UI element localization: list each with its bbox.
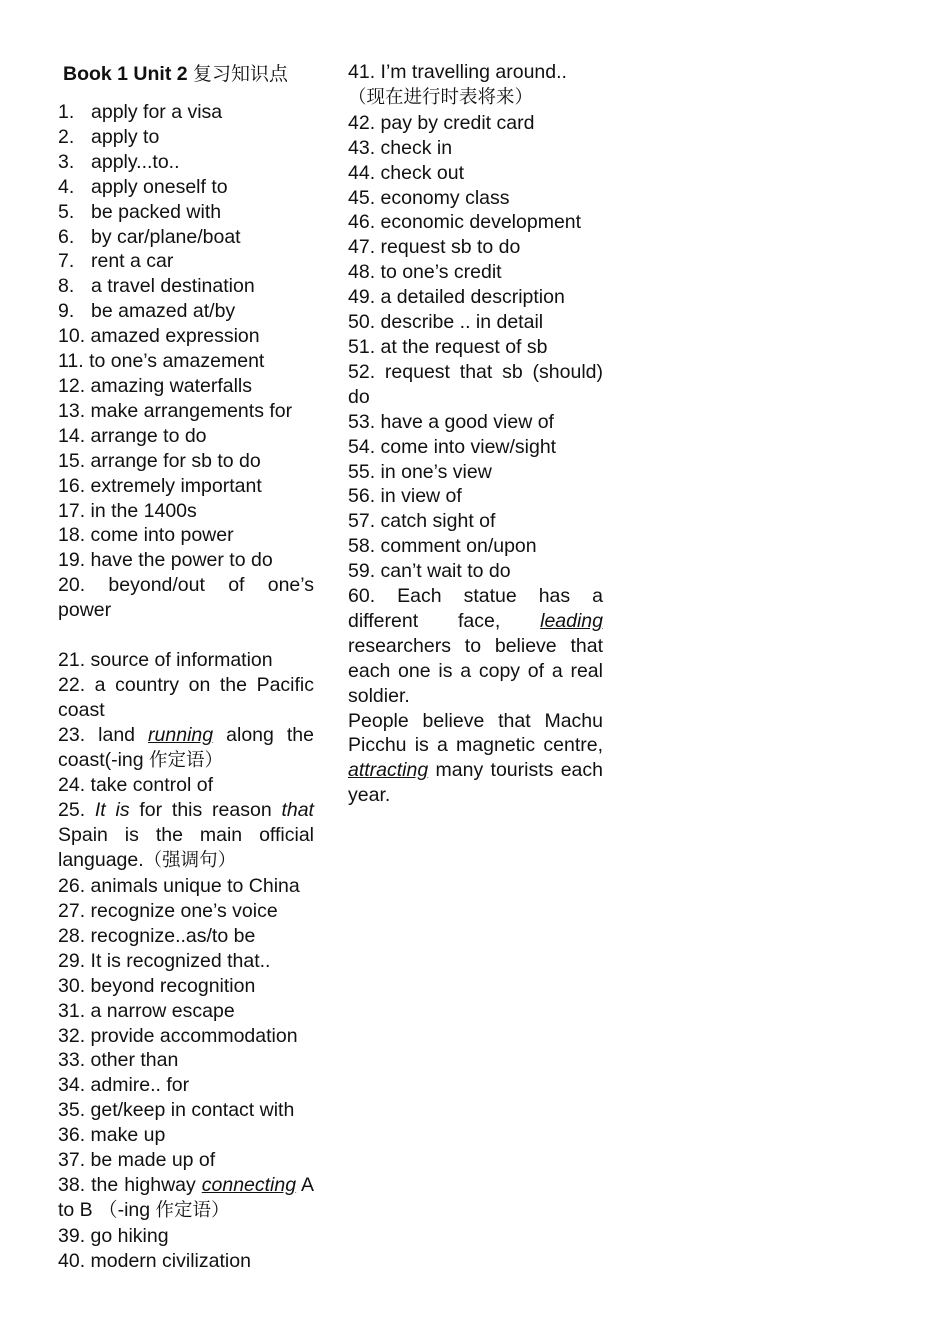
list-item: 33. other than	[58, 1049, 179, 1072]
list-item: 3. apply...to..	[58, 150, 180, 173]
list-item: 44. check out	[348, 161, 464, 184]
list-item: 29. It is recognized that..	[58, 949, 271, 972]
list-item: 49. a detailed description	[348, 286, 565, 309]
emphasis-word: leading	[540, 609, 603, 632]
list-item: 38. the highway connecting A to B （-ing 作定语）	[58, 1173, 315, 1221]
list-item: 58. comment on/upon	[348, 535, 537, 558]
list-item: 10. amazed expression	[58, 325, 260, 348]
list-item: 18. come into power	[58, 524, 234, 547]
list-item: 7. rent a car	[58, 250, 174, 273]
list-item: 50. describe .. in detail	[348, 311, 544, 334]
list-item: 2. apply to	[58, 125, 160, 148]
list-item: 27. recognize one’s voice	[58, 899, 278, 922]
list-item: 40. modern civilization	[58, 1249, 251, 1272]
page-title	[58, 62, 314, 88]
list-item: 17. in the 1400s	[58, 499, 197, 522]
spacer	[58, 623, 314, 648]
list-item: 15. arrange for sb to do	[58, 449, 261, 472]
list-item: 23. land running along the coast(-ing 作定语）	[58, 723, 314, 771]
title-cn: 复习知识点	[193, 63, 289, 85]
list-item: 30. beyond recognition	[58, 974, 256, 997]
right-column	[348, 60, 603, 808]
list-item: 24. take control of	[58, 774, 214, 797]
title-en: Book 1 Unit 2	[63, 63, 194, 85]
list-item: 21. source of information	[58, 648, 273, 671]
list-left-b	[58, 874, 314, 1173]
list-item: 36. make up	[58, 1124, 166, 1147]
list-item: 51. at the request of sb	[348, 335, 548, 358]
list-item: 12. amazing waterfalls	[58, 374, 253, 397]
list-item: 55. in one’s view	[348, 460, 492, 483]
list-item: 25. It is for this reason that Spain is the main official language.（强调句）	[58, 799, 314, 872]
emphasis-word: attracting	[348, 759, 429, 782]
list-item: 19. have the power to do	[58, 549, 273, 572]
list-item: 59. can’t wait to do	[348, 560, 511, 583]
list-item: 9. be amazed at/by	[58, 300, 236, 323]
list-item: 28. recognize..as/to be	[58, 924, 256, 947]
list-item: 60. Each statue has a different face, leading researchers to believe that each one is a copy of a real soldier.	[348, 585, 603, 707]
list-item: 14. arrange to do	[58, 424, 207, 447]
list-item: 16. extremely important	[58, 474, 262, 497]
list-item: 52. request that sb (should) do	[348, 360, 603, 408]
list-left-a	[58, 100, 314, 623]
list-item: 34. admire.. for	[58, 1074, 190, 1097]
list-item: 35. get/keep in contact with	[58, 1099, 295, 1122]
list-item: 42. pay by credit card	[348, 111, 535, 134]
list-item: 39. go hiking	[58, 1224, 169, 1247]
list-right-a	[348, 111, 603, 584]
list-item: 47. request sb to do	[348, 236, 521, 259]
example-paragraph: People believe that Machu Picchu is a magnetic centre, attracting many tourists each year.	[348, 709, 603, 807]
emphasis-word: connecting	[201, 1173, 297, 1196]
list-item: 53. have a good view of	[348, 410, 554, 433]
list-item: 46. economic development	[348, 211, 582, 234]
list-item: 1. apply for a visa	[58, 101, 223, 123]
list-item: 13. make arrangements for	[58, 399, 293, 422]
list-item: 20. beyond/out of one’s power	[58, 574, 314, 622]
list-item: 11. to one’s amazement	[58, 350, 265, 373]
emphasis-word: running	[148, 723, 214, 746]
list-item: 57. catch sight of	[348, 510, 496, 533]
list-item: 26. animals unique to China	[58, 875, 300, 898]
list-item: 43. check in	[348, 136, 453, 159]
list-item: 22. a country on the Pacific coast	[58, 673, 314, 721]
list-item: 41. I’m travelling around.. （现在进行时表将来）	[348, 61, 567, 108]
list-item: 54. come into view/sight	[348, 435, 557, 458]
list-item: 32. provide accommodation	[58, 1024, 298, 1047]
list-item: 6. by car/plane/boat	[58, 225, 241, 248]
list-item: 4. apply oneself to	[58, 175, 228, 198]
list-item: 5. be packed with	[58, 200, 222, 223]
list-item: 37. be made up of	[58, 1149, 216, 1172]
list-item: 45. economy class	[348, 186, 510, 209]
left-column	[58, 60, 314, 1274]
list-item: 56. in view of	[348, 485, 462, 508]
list-item: 48. to one’s credit	[348, 261, 502, 284]
list-item: 31. a narrow escape	[58, 999, 235, 1022]
list-item: 8. a travel destination	[58, 275, 255, 298]
